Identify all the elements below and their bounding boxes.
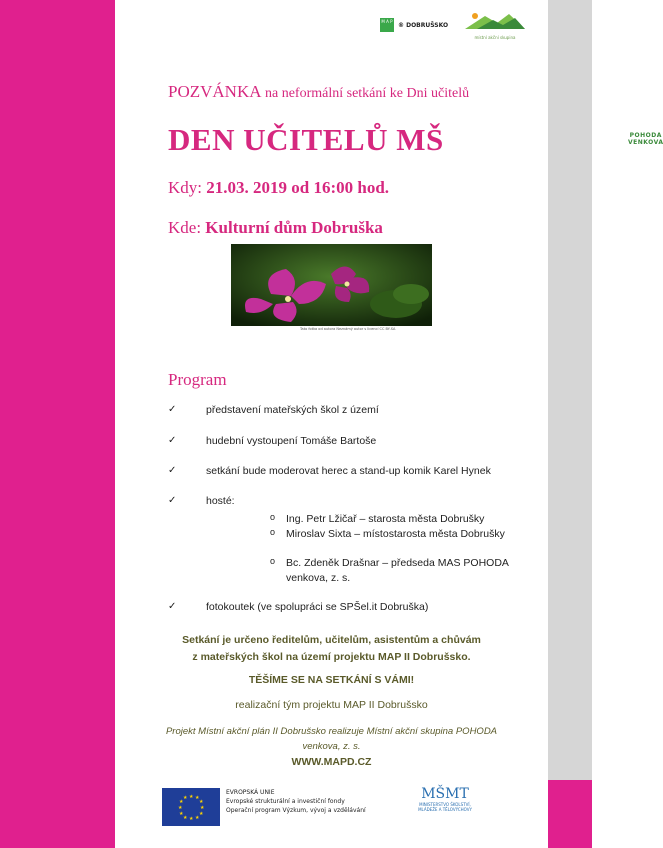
project-line-2: venkova, z. s. <box>302 741 361 752</box>
program-item-text: hosté: <box>206 495 235 507</box>
circle-bullet-icon: o <box>270 556 276 566</box>
pohoda-logo-title: POHODA VENKOVA <box>628 132 663 146</box>
program-item-text: setkání bude moderovat herec a stand-up komik Karel Hynek <box>206 465 491 477</box>
svg-text:★: ★ <box>183 795 188 801</box>
guest-text: Miroslav Sixta – místostarosta města Dobrušky <box>286 528 505 540</box>
svg-text:★: ★ <box>178 805 183 811</box>
svg-text:★: ★ <box>189 816 194 822</box>
when-label: Kdy: <box>168 178 207 197</box>
check-icon: ✓ <box>168 601 177 612</box>
svg-text:★: ★ <box>199 799 204 805</box>
eu-stars <box>162 788 220 826</box>
event-when <box>168 178 389 198</box>
photo-caption: Tato fotka od autora Neznámý autor s licencí CC BY-SA <box>300 327 396 331</box>
event-title: DEN UČITELŮ MŠ <box>168 122 444 157</box>
svg-text:★: ★ <box>200 805 205 811</box>
svg-text:★: ★ <box>195 815 200 821</box>
check-icon: ✓ <box>168 495 177 506</box>
pohoda-logo-sub: místní akční skupina <box>474 35 516 40</box>
svg-text:★: ★ <box>189 794 194 800</box>
program-item-text: představení mateřských škol z území <box>206 404 379 416</box>
eu-line-2: Evropské strukturální a investiční fondy <box>226 798 345 805</box>
audience-line-2: z mateřských škol na území projektu MAP II Dobrušsko. <box>192 651 471 663</box>
pohoda-logo <box>460 10 663 146</box>
event-where <box>168 218 383 238</box>
invitation-rest: na neformální setkání ke Dni učitelů <box>261 86 470 101</box>
project-line-1: Projekt Místní akční plán II Dobrušsko realizuje Místní akční skupina POHODA <box>165 726 498 737</box>
msmt-label-2: MLÁDEŽE A TĚLOVÝCHOVY <box>418 807 472 812</box>
circle-bullet-icon: o <box>270 527 276 537</box>
when-value: 21.03. 2019 od 16:00 hod. <box>206 178 390 197</box>
circle-bullet-icon: o <box>270 512 276 522</box>
guest-text: Bc. Zdeněk Drašnar – předseda MAS POHODA venkova, z. s. <box>286 557 509 584</box>
project-note <box>115 724 548 754</box>
map-logo-box: M A P <box>380 18 394 32</box>
svg-text:★: ★ <box>179 811 184 817</box>
check-icon: ✓ <box>168 465 177 476</box>
eu-text <box>226 788 366 815</box>
map-logo-city: ® DOBRUŠSKO <box>398 21 449 29</box>
program-item-text: hudební vystoupení Tomáše Bartoše <box>206 435 377 447</box>
guest-text: Ing. Petr Lžičař – starosta města Dobrušky <box>286 513 485 525</box>
msmt-mark: MŠMT <box>421 786 469 802</box>
eu-flag-icon <box>162 788 220 826</box>
svg-text:★: ★ <box>179 799 184 805</box>
check-icon: ✓ <box>168 435 177 446</box>
audience-line-1: Setkání je určeno ředitelům, učitelům, asistentům a chůvám <box>182 634 481 646</box>
svg-text:★: ★ <box>183 815 188 821</box>
svg-text:★: ★ <box>199 811 204 817</box>
program-heading: Program <box>168 370 227 389</box>
website-link[interactable]: WWW.MAPD.CZ <box>291 756 372 768</box>
check-icon: ✓ <box>168 404 177 415</box>
invitation-word: POZVÁNKA <box>168 82 262 101</box>
right-pink-band <box>548 780 592 848</box>
team-line: realizační tým projektu MAP II Dobrušsko <box>235 699 428 711</box>
pohoda-mountain-icon <box>463 10 527 30</box>
program-item-text: fotokoutek (ve spolupráci se SPŠel.it Dobruška) <box>206 601 429 613</box>
flower-illustration <box>231 244 432 326</box>
right-gray-band <box>548 0 592 780</box>
svg-text:★: ★ <box>195 795 200 801</box>
msmt-label-1: MINISTERSTVO ŠKOLSTVÍ, <box>419 802 471 807</box>
eu-line-3: Operační program Výzkum, vývoj a vzdělávání <box>226 807 366 814</box>
where-value: Kulturní dům Dobruška <box>205 218 383 237</box>
msmt-logo <box>410 786 480 812</box>
looking-forward: TĚŠÍME SE NA SETKÁNÍ S VÁMI! <box>248 674 415 686</box>
left-pink-band <box>0 0 115 848</box>
invitation-line <box>168 82 469 102</box>
audience-note <box>115 632 548 666</box>
flower-photo <box>231 244 432 326</box>
where-label: Kde: <box>168 218 206 237</box>
eu-logo <box>162 788 366 826</box>
map-logo <box>380 18 448 32</box>
eu-line-1: EVROPSKÁ UNIE <box>226 789 275 796</box>
